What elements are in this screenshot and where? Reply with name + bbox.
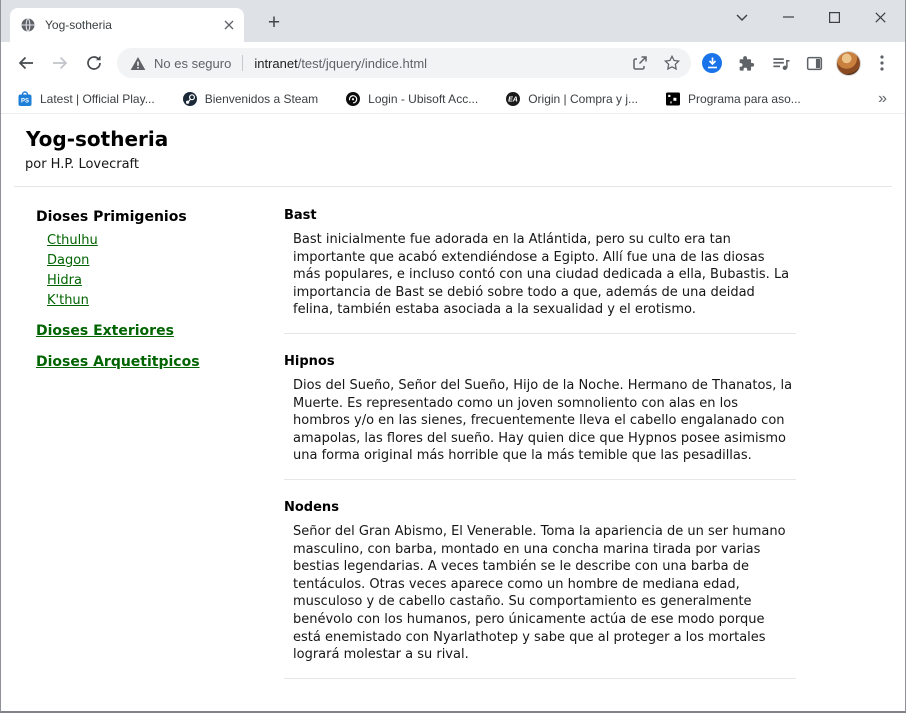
header-divider (14, 186, 892, 187)
download-extension-button[interactable] (697, 48, 727, 78)
article-bast (284, 208, 796, 334)
article-text: Dios del Sueño, Señor del Sueño, Hijo de la Noche. Hermano de Thanatos, la Muerte. Es representado como un joven somnoliento con alas en los hombros y/o en las sienes, frecuentemente lleva el cabello engalanado con amapolas, las flores del sueño. Hay quien dice que Hypnos posee asimismo una forma original más horrible que la más temible que las pesadillas. (293, 377, 793, 464)
article-nodens (284, 500, 796, 679)
reload-button[interactable] (77, 46, 111, 80)
sidebar-link-dioses-arquetitpicos[interactable]: Dioses Arquetitpicos (36, 354, 200, 370)
ubisoft-icon (345, 91, 361, 107)
bookmark-label: Bienvenidos a Steam (204, 91, 319, 106)
url-domain: intranet (254, 55, 298, 71)
media-controls-button[interactable] (765, 48, 795, 78)
close-icon (875, 12, 886, 23)
minimize-button[interactable] (765, 0, 811, 34)
article-divider (284, 479, 796, 480)
media-playlist-icon (771, 54, 790, 73)
back-button[interactable] (9, 46, 43, 80)
article-title: Hipnos (284, 353, 335, 369)
arrow-left-icon (17, 54, 35, 72)
toolbar-actions (697, 48, 897, 78)
sidebar-god-links (47, 229, 249, 309)
chevron-down-icon (736, 14, 748, 21)
tab-strip (1, 0, 905, 42)
browser-tab[interactable] (10, 8, 244, 42)
page-subtitle: por H.P. Lovecraft (25, 157, 140, 172)
url-text[interactable] (254, 56, 621, 71)
article-divider (284, 678, 796, 679)
kebab-menu-icon (880, 55, 884, 71)
tab-close-icon[interactable] (220, 16, 238, 34)
sidebar-link-kthun[interactable]: K'thun (47, 293, 89, 308)
bookmark-steam[interactable] (182, 87, 318, 111)
sidebar-link-dagon[interactable]: Dagon (47, 253, 90, 268)
sidebar-link-hidra[interactable]: Hidra (47, 273, 82, 288)
globe-icon (20, 17, 36, 33)
bookmark-programa[interactable] (665, 87, 801, 111)
list-item (47, 229, 249, 249)
page-title: Yog-sotheria (26, 127, 169, 151)
minimize-icon (783, 16, 794, 18)
article-text: Bast inicialmente fue adorada en la Atlántida, pero su culto era tan importante que acabó extendiéndose a Egipto. Allí fue una de las diosas más populares, e incluso contó con una ciudad dedicada a ella, Bubastis. La importancia de Bast se debió sobre todo a que, además de una deidad felina, también estaba asociada a la sexualidad y el erotismo. (293, 232, 790, 318)
article-title: Bast (284, 208, 317, 223)
plus-icon: + (267, 11, 281, 34)
bookmarks-bar (1, 84, 905, 114)
list-item (47, 289, 249, 309)
page-header (1, 114, 905, 172)
bookmark-playstation[interactable] (17, 87, 155, 111)
steam-icon (182, 91, 198, 107)
bookmark-label: Latest | Official Play... (40, 91, 155, 106)
sidebar-section (36, 351, 249, 371)
main-content (284, 208, 796, 679)
download-badge-icon (702, 53, 722, 73)
extensions-button[interactable] (731, 48, 761, 78)
share-icon[interactable] (631, 54, 649, 72)
chevron-double-right-icon: » (878, 89, 887, 107)
address-bar[interactable] (117, 48, 691, 78)
profile-button[interactable] (833, 48, 863, 78)
article-title: Nodens (284, 499, 339, 515)
bookmarks-overflow-button[interactable] (870, 90, 895, 108)
new-tab-button[interactable] (260, 9, 288, 37)
arrow-right-icon (51, 54, 69, 72)
forward-button[interactable] (43, 46, 77, 80)
bookmark-ubisoft[interactable] (345, 87, 478, 111)
svg-text:PS: PS (20, 98, 30, 104)
omnibox-divider (242, 55, 243, 71)
security-label[interactable]: No es seguro (154, 55, 232, 71)
side-panel-icon (805, 54, 824, 73)
sidebar-link-dioses-exteriores[interactable]: Dioses Exteriores (36, 323, 174, 339)
list-item (47, 269, 249, 289)
maximize-icon (829, 12, 840, 23)
bookmark-origin[interactable] (505, 87, 638, 111)
browser-menu-button[interactable] (867, 48, 897, 78)
article-text: Señor del Gran Abismo, El Venerable. Toma la apariencia de un ser humano masculino, con barba, montado en una concha marina tirada por varias bestias legendarias. A veces también se le describe con una barba de tentáculos. Otras veces aparece como un hombre de mediana edad, musculoso y de cabello castaño. Su comportamiento es generalmente benévolo con los humanos, pero únicamente actúa de ese modo porque está enemistado con Nyarlathotep y sabe que al proteger a los mortales logrará molestar a su rival. (293, 523, 786, 663)
list-item (47, 249, 249, 269)
browser-toolbar (1, 42, 905, 84)
bookmark-label: Programa para aso... (688, 91, 801, 106)
svg-text:EA: EA (508, 96, 519, 104)
bookmark-label: Origin | Compra y j... (528, 91, 639, 106)
url-path: /test/jquery/indice.html (297, 55, 428, 71)
ea-origin-icon (505, 91, 521, 107)
page-content (1, 114, 905, 711)
bookmark-label: Login - Ubisoft Acc... (368, 91, 479, 106)
side-panel-button[interactable] (799, 48, 829, 78)
tab-search-button[interactable] (719, 0, 765, 34)
article-divider (284, 333, 796, 334)
star-icon[interactable] (663, 54, 681, 72)
window-controls (719, 0, 903, 34)
sidebar-link-cthulhu[interactable]: Cthulhu (47, 233, 98, 248)
sidebar-section (36, 320, 249, 340)
puzzle-extensions-icon (737, 54, 756, 73)
tab-title: Yog-sotheria (45, 18, 112, 32)
sidebar-nav (1, 208, 249, 679)
reload-icon (85, 54, 103, 72)
maximize-button[interactable] (811, 0, 857, 34)
profile-avatar (836, 51, 861, 76)
sidebar-group-title: Dioses Primigenios (36, 209, 187, 225)
warning-triangle-icon (130, 56, 146, 71)
playstation-icon (17, 91, 33, 107)
article-hipnos (284, 354, 796, 480)
close-window-button[interactable] (857, 0, 903, 34)
pixel-app-icon (665, 91, 681, 107)
